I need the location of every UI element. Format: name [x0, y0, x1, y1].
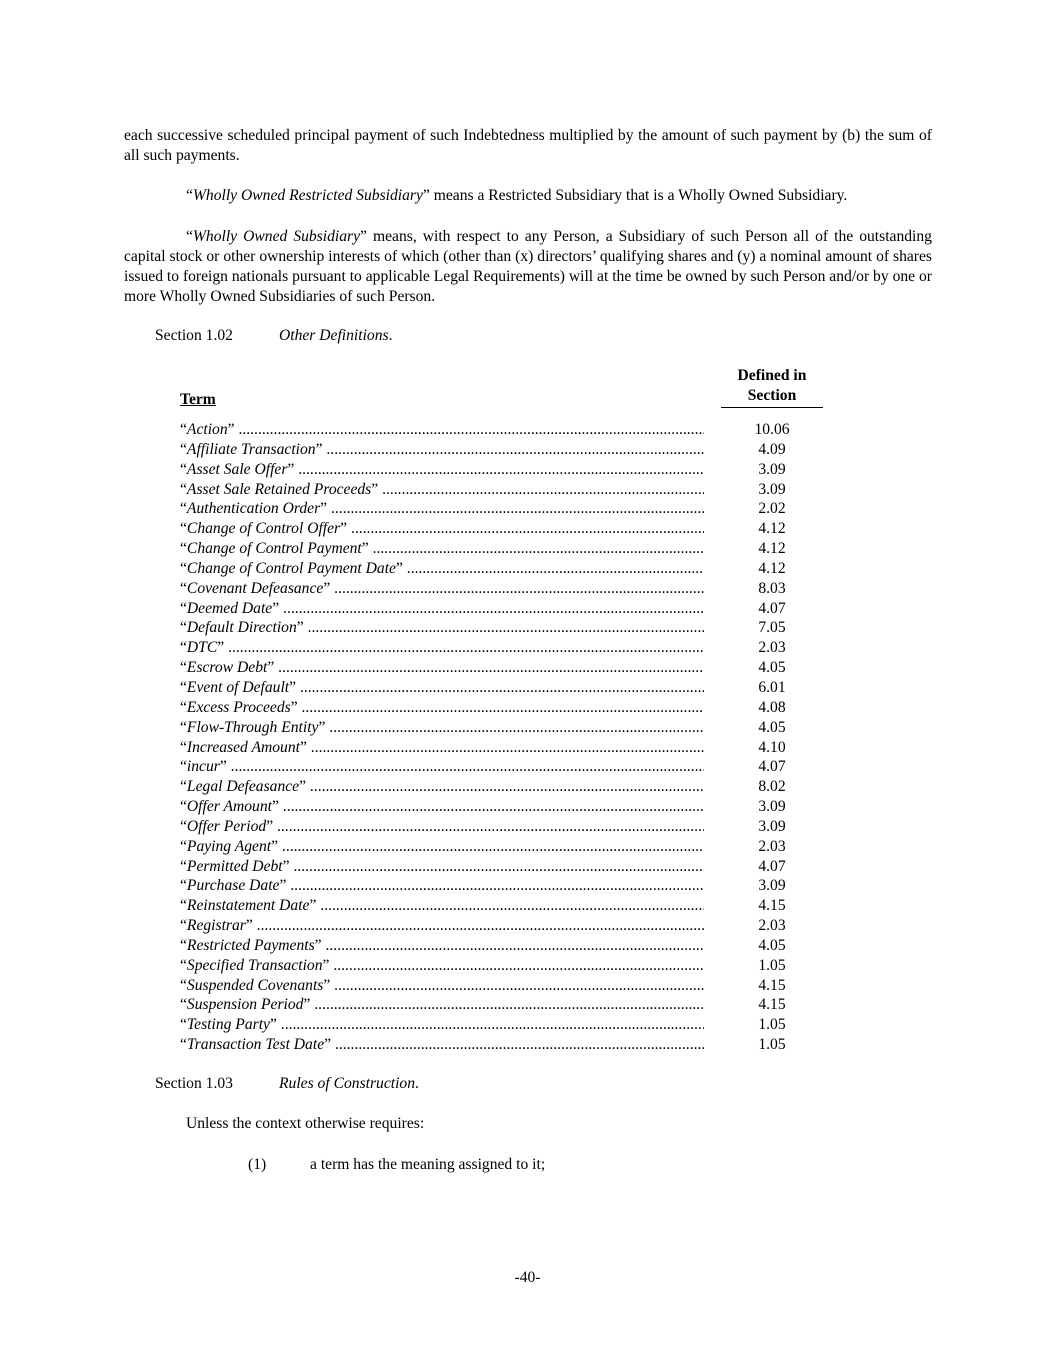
term-name: Suspension Period: [186, 996, 304, 1014]
section-reference: 4.09: [758, 440, 786, 458]
continuation-paragraph: each successive scheduled principal payment of such Indebtedness multiplied by the amount of such payment by (b) the sum of all such payments.: [124, 127, 932, 164]
section-reference: 4.12: [758, 520, 786, 538]
term-cell: “Authentication Order” .....: [180, 499, 704, 519]
section-title: Rules of Construction: [279, 1075, 416, 1092]
term-cell: “incur” .....: [180, 757, 704, 777]
term-cell: “Asset Sale Retained Proceeds” .....: [180, 480, 704, 500]
term-cell: “Paying Agent” .....: [180, 837, 704, 857]
section-reference: 3.09: [758, 877, 786, 895]
definition-text: means a Restricted Subsidiary that is a Wholly Owned Subsidiary.: [429, 187, 848, 204]
term-name: Change of Control Offer: [186, 520, 341, 538]
table-row: [180, 559, 800, 579]
term-cell: “Change of Control Payment Date” .....: [180, 559, 704, 579]
term-name: Restricted Payments: [186, 936, 315, 954]
table-row: [180, 876, 800, 896]
term-name: Paying Agent: [186, 837, 272, 855]
term-name: Transaction Test Date: [186, 1036, 325, 1054]
term-name: Covenant Defeasance: [186, 579, 324, 597]
definition-text: means, with respect to any Person, a Subsidiary of such Person all of the outstanding capital stock or other ownership interests of which (other than (x) directors’ qualifying shares and (y) a nominal amount of shares issued to foreign nationals pursuant to applicable Legal Requirements) will at the time be owned by such Person and/or by one or more Wholly Owned Subsidiaries of such Person.: [124, 228, 932, 305]
table-row: [180, 738, 800, 758]
section-reference: 8.02: [758, 778, 786, 796]
term-name: Increased Amount: [186, 738, 300, 756]
term-cell: “Event of Default” .....: [180, 678, 704, 698]
term-name: Asset Sale Retained Proceeds: [186, 480, 372, 498]
table-row: [180, 440, 800, 460]
term-cell: “Legal Defeasance” .....: [180, 777, 704, 797]
term-cell: “Asset Sale Offer” .....: [180, 460, 704, 480]
table-row: [180, 936, 800, 956]
table-row: [180, 896, 800, 916]
section-reference: 8.03: [758, 579, 786, 597]
term-name: DTC: [186, 639, 218, 657]
term-cell: “Change of Control Payment” .....: [180, 539, 704, 559]
header-line-2: Section: [747, 387, 797, 404]
term-name: Flow-Through Entity: [186, 718, 319, 736]
section-reference: 3.09: [758, 798, 786, 816]
table-row: [180, 956, 800, 976]
construction-item-1: [248, 1155, 545, 1175]
term-cell: “Registrar” .....: [180, 916, 704, 936]
term-cell: “Increased Amount” .....: [180, 738, 704, 758]
table-header-defined-in-section: [721, 366, 823, 408]
table-row: [180, 857, 800, 877]
table-row: [180, 916, 800, 936]
term-cell: “Restricted Payments” .....: [180, 936, 704, 956]
section-reference: 7.05: [758, 619, 786, 637]
section-reference: 1.05: [758, 956, 786, 974]
term-name: Testing Party: [186, 1016, 270, 1034]
section-reference: 3.09: [758, 480, 786, 498]
table-row: [180, 618, 800, 638]
section-1-03-heading: Section 1.03 Rules of Construction.: [155, 1075, 419, 1092]
section-reference: 4.15: [758, 897, 786, 915]
table-row: [180, 678, 800, 698]
term-cell: “Suspended Covenants” .....: [180, 976, 704, 996]
term-cell: “Offer Amount” .....: [180, 797, 704, 817]
header-line-1: Defined in: [737, 367, 807, 384]
term-name: Registrar: [186, 917, 246, 935]
section-reference: 4.12: [758, 559, 786, 577]
table-row: [180, 480, 800, 500]
item-text: a term has the meaning assigned to it;: [310, 1156, 546, 1173]
term-name: Deemed Date: [186, 599, 273, 617]
term-cell: “Specified Transaction” .....: [180, 956, 704, 976]
section-number: Section 1.03: [155, 1075, 233, 1092]
table-row: [180, 420, 800, 440]
section-reference: 4.05: [758, 936, 786, 954]
section-reference: 4.05: [758, 718, 786, 736]
defined-term: Wholly Owned Restricted Subsidiary: [192, 187, 423, 204]
section-reference: 10.06: [754, 421, 790, 438]
table-row: [180, 757, 800, 777]
term-cell: “Covenant Defeasance” .....: [180, 579, 704, 599]
section-reference: 4.12: [758, 540, 786, 558]
term-cell: “Flow-Through Entity” .....: [180, 718, 704, 738]
section-reference: 4.15: [758, 996, 786, 1014]
table-row: [180, 718, 800, 738]
section-reference: 4.07: [758, 599, 786, 617]
term-name: Permitted Debt: [186, 857, 283, 875]
table-row: [180, 837, 800, 857]
section-title: Other Definitions: [279, 327, 389, 344]
table-row: [180, 797, 800, 817]
term-cell: “Transaction Test Date” .....: [180, 1035, 704, 1055]
term-name: Action: [186, 421, 228, 438]
term-name: incur: [186, 758, 220, 776]
term-name: Offer Period: [186, 817, 267, 835]
term-name: Legal Defeasance: [186, 778, 300, 796]
term-cell: “Escrow Debt” .....: [180, 658, 704, 678]
section-reference: 4.10: [758, 738, 786, 756]
term-name: Change of Control Payment Date: [186, 559, 396, 577]
definition-wholly-owned-subsidiary: “Wholly Owned Subsidiary” means, with respect to any Person, a Subsidiary of such Person all of the outstanding capital stock or other ownership interests of which (other than (x) directors’ qualifying shares and (y) a nominal amount of shares issued to foreign nationals pursuant to applicable Legal Requirements) will at the time be owned by such Person and/or by one or more Wholly Owned Subsidiaries of such Person.: [124, 228, 932, 305]
term-cell: “Action” .....: [180, 420, 704, 440]
section-reference: 2.03: [758, 639, 786, 657]
term-cell: “Purchase Date” .....: [180, 876, 704, 896]
term-cell: “Default Direction” .....: [180, 618, 704, 638]
section-reference: 1.05: [758, 1016, 786, 1034]
table-row: [180, 777, 800, 797]
definitions-table: [180, 420, 800, 1055]
term-cell: “Permitted Debt” .....: [180, 857, 704, 877]
term-cell: “Deemed Date” .....: [180, 599, 704, 619]
table-row: [180, 976, 800, 996]
term-cell: “Suspension Period” .....: [180, 995, 704, 1015]
term-cell: “Testing Party” .....: [180, 1015, 704, 1035]
construction-lead: Unless the context otherwise requires:: [186, 1115, 425, 1132]
table-row: [180, 817, 800, 837]
term-name: Purchase Date: [186, 877, 280, 895]
term-name: Event of Default: [186, 678, 290, 696]
definition-wholly-owned-restricted-subsidiary: “Wholly Owned Restricted Subsidiary” means a Restricted Subsidiary that is a Wholly Owned Subsidiary.: [186, 187, 848, 204]
section-reference: 4.08: [758, 698, 786, 716]
term-cell: “Reinstatement Date” .....: [180, 896, 704, 916]
table-row: [180, 698, 800, 718]
term-name: Excess Proceeds: [186, 698, 291, 716]
term-cell: “DTC” .....: [180, 638, 704, 658]
term-name: Authentication Order: [186, 500, 321, 518]
section-reference: 4.07: [758, 758, 786, 776]
term-name: Escrow Debt: [186, 659, 268, 677]
table-row: [180, 519, 800, 539]
table-header-term: Term: [180, 391, 216, 408]
term-name: Suspended Covenants: [186, 976, 324, 994]
table-row: [180, 539, 800, 559]
term-name: Offer Amount: [186, 798, 272, 816]
page-number: -40-: [514, 1269, 541, 1286]
section-number: Section 1.02: [155, 327, 233, 344]
item-number: (1): [248, 1156, 267, 1173]
table-row: [180, 499, 800, 519]
section-reference: 1.05: [758, 1036, 786, 1054]
term-name: Default Direction: [186, 619, 297, 637]
section-reference: 4.05: [758, 659, 786, 677]
term-cell: “Affiliate Transaction” .....: [180, 440, 704, 460]
table-row: [180, 599, 800, 619]
section-reference: 4.15: [758, 976, 786, 994]
term-name: Affiliate Transaction: [186, 440, 316, 458]
section-reference: 4.07: [758, 857, 786, 875]
term-cell: “Offer Period” .....: [180, 817, 704, 837]
term-name: Asset Sale Offer: [186, 460, 288, 478]
table-row: [180, 1015, 800, 1035]
term-name: Reinstatement Date: [186, 897, 310, 915]
term-cell: “Excess Proceeds” .....: [180, 698, 704, 718]
section-reference: 6.01: [758, 678, 786, 696]
table-row: [180, 579, 800, 599]
defined-term: Wholly Owned Subsidiary: [192, 228, 361, 245]
table-row: [180, 638, 800, 658]
section-reference: 3.09: [758, 817, 786, 835]
term-cell: “Change of Control Offer” .....: [180, 519, 704, 539]
table-row: [180, 460, 800, 480]
table-row: [180, 995, 800, 1015]
section-1-02-heading: Section 1.02 Other Definitions.: [155, 327, 393, 344]
term-name: Change of Control Payment: [186, 540, 362, 558]
table-row: [180, 658, 800, 678]
section-reference: 2.03: [758, 837, 786, 855]
term-name: Specified Transaction: [186, 956, 323, 974]
section-reference: 2.03: [758, 917, 786, 935]
section-reference: 2.02: [758, 500, 786, 518]
section-reference: 3.09: [758, 460, 786, 478]
table-row: [180, 1035, 800, 1055]
